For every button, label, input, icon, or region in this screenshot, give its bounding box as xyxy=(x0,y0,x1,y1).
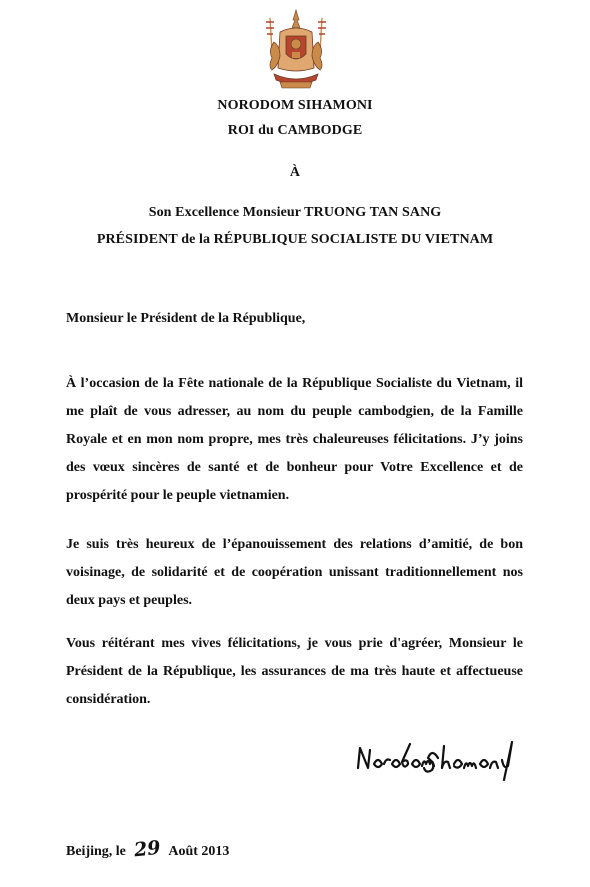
to-marker: À xyxy=(289,165,301,180)
salutation: Monsieur le Président de la République, xyxy=(66,311,306,326)
paragraph-closing: Vous réitérant mes vives félicitations, je vous prie d'agréer, Monsieur le Président de la République, les assurances de ma très haute et affectueuse considération. xyxy=(66,636,523,707)
date-place: Beijing, le xyxy=(66,844,126,859)
date-line xyxy=(66,838,229,860)
sender-title: ROI du CAMBODGE xyxy=(227,123,363,138)
recipient-title: PRÉSIDENT de la RÉPUBLIQUE SOCIALISTE DU VIETNAM xyxy=(96,232,494,247)
paragraph-greetings: À l’occasion de la Fête nationale de la République Socialiste du Vietnam, il me plaît de vous adresser, au nom du peuple cambodgien, de la Famille Royale et en mon nom propre, mes très chaleureuses félicitations. J’y joins des vœux sincères de santé et de bonheur pour Votre Excellence et de prospérité pour le peuple vietnamien. xyxy=(66,376,523,503)
date-day: 29 xyxy=(132,836,162,862)
handwritten-signature xyxy=(354,738,520,782)
royal-arms-of-cambodia-icon xyxy=(258,8,334,92)
date-month-year: Août 2013 xyxy=(168,844,230,859)
recipient-name: Son Excellence Monsieur TRUONG TAN SANG xyxy=(148,205,442,220)
paragraph-relations: Je suis très heureux de l’épanouissement des relations d’amitié, de bon voisinage, de solidarité et de coopération unissant traditionnellement nos deux pays et peuples. xyxy=(66,537,523,608)
sender-name: NORODOM SIHAMONI xyxy=(217,98,373,113)
